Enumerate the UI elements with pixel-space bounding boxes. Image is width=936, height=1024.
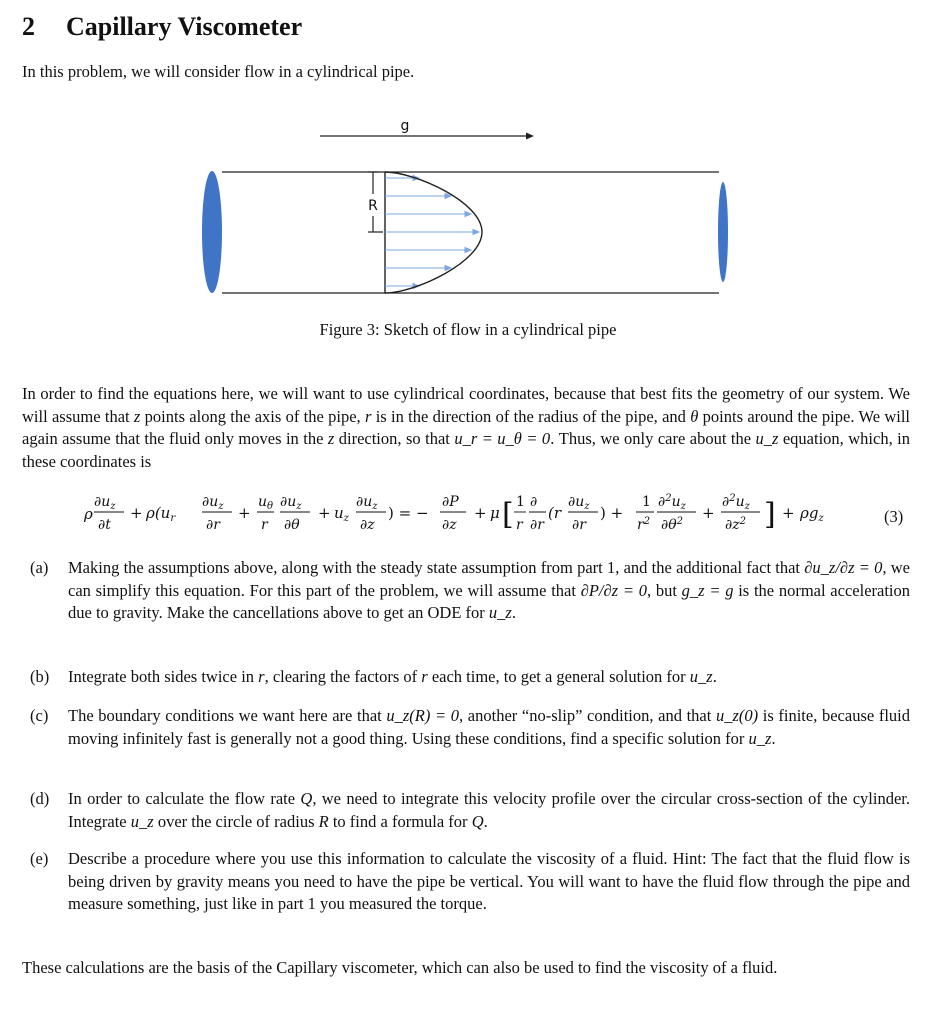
svg-text:∂2uz: $\partial^2u_z$ (658, 493, 686, 512)
section-number: 2 (22, 12, 35, 41)
para-velocity-condition: u_r = u_θ = 0 (454, 429, 551, 448)
svg-text:∂θ: ∂θ (284, 517, 300, 533)
part-text: Making the assumptions above, along with the steady state assumption from part 1, and the additional fact that ∂u_z/∂z = 0, we can simplify this equation. For this part of the problem, we will assume that ∂P/∂z = 0, but g_z = g is the normal acceleration due to gravity. Make the cancellations above to get an ODE for u_z. (68, 558, 910, 622)
svg-text:]: ] (764, 497, 776, 532)
svg-text:∂: ∂ (530, 494, 538, 510)
part-label: (c) (30, 706, 49, 725)
problem-part-c (22, 705, 910, 750)
eq-dp-dz: ∂P/∂z = 0 (580, 580, 647, 600)
problem-part-e (22, 848, 910, 916)
para-text-3: is in the direction of the radius of the pipe, and (371, 406, 691, 426)
svg-text:∂uz: $\partial u_z$ (94, 494, 116, 512)
eq-duz-dz: ∂u_z/∂z = 0 (804, 558, 883, 577)
part-text: Integrate both sides twice in r, clearing the factors of r each time, to get a general solution for u_z. (68, 667, 717, 686)
svg-text:∂P: ∂P (442, 494, 459, 510)
svg-text:+: + (238, 504, 251, 522)
gravity-arrowhead (526, 133, 534, 140)
svg-text:1: 1 (516, 494, 525, 510)
svg-text:ρ: ρ (84, 505, 93, 523)
svg-text:∂uz: $\partial u_z$ (280, 494, 302, 512)
svg-text:[: [ (502, 497, 514, 532)
pipe-right-end (718, 182, 728, 282)
gravity-label: g (400, 118, 410, 134)
svg-text:∂θ2: $\partial\theta^2$ (661, 516, 684, 533)
svg-text:∂z: ∂z (360, 517, 375, 533)
para-var-r: r (364, 406, 372, 426)
part-label: (a) (30, 558, 49, 577)
section-title: Capillary Viscometer (66, 12, 303, 41)
part-label: (e) (30, 849, 49, 868)
svg-text:+: + (702, 504, 715, 522)
problem-part-b (22, 666, 910, 689)
svg-text:∂uz: $\partial u_z$ (202, 494, 224, 512)
svg-text:∂r: ∂r (572, 517, 586, 533)
para-text-4: points around the pipe. We will again assume that the fluid only moves in the (22, 406, 911, 448)
svg-text:∂r: ∂r (530, 517, 544, 533)
closing-paragraph: These calculations are the basis of the Capillary viscometer, which can also be used to find the viscosity of a fluid. (22, 958, 778, 977)
coordinates-paragraph (22, 383, 910, 473)
para-var-z: z (133, 406, 141, 426)
svg-text:∂2uz: $\partial^2u_z$ (722, 493, 750, 512)
intro-paragraph: In this problem, we will consider flow in a cylindrical pipe. (22, 62, 415, 81)
eq-gz: g_z = g (681, 580, 734, 600)
para-text-7: equation, which, in these coordinates is (22, 429, 910, 471)
para-var-uz: u_z (755, 429, 779, 448)
radius-label: R (368, 198, 378, 214)
part-text: In order to calculate the flow rate Q, we need to integrate this velocity profile over the circular cross-section of the cylinder. Integrate u_z over the circle of radius R to find a formula for Q. (68, 789, 910, 831)
svg-text:+: + (318, 504, 331, 522)
problem-part-a (22, 557, 910, 625)
svg-text:μ: μ (490, 504, 500, 522)
svg-text:) = −: ) = − (388, 504, 429, 522)
svg-text:) +: ) + (600, 504, 624, 522)
para-var-z2: z (327, 429, 335, 448)
para-var-theta: θ (690, 406, 699, 426)
svg-text:+: + (474, 504, 487, 522)
figure-caption: Figure 3: Sketch of flow in a cylindrical pipe (319, 320, 617, 339)
svg-text:uz: $u_z$ (334, 504, 349, 524)
svg-text:+: + (130, 504, 143, 522)
svg-text:∂uz: $\partial u_z$ (568, 494, 590, 512)
svg-text:(r: (r (548, 504, 562, 522)
navier-stokes-equation (60, 488, 880, 540)
svg-text:ρ(ur: $\rho(u_r$ (146, 504, 176, 524)
part-text: Describe a procedure where you use this information to calculate the viscosity of a fluid. Hint: The fact that the fluid flow is being driven by gravity means you need to have the pipe be vertical. You will want to have the fluid flow through the pipe and measure something, just like in part 1 you measured the torque. (68, 849, 910, 913)
para-text-5: direction, so that (334, 429, 455, 448)
svg-text:uθ: $u_\theta$ (258, 494, 274, 512)
svg-text:∂r: ∂r (206, 517, 220, 533)
pipe-left-end (202, 171, 222, 293)
para-text-2: points along the axis of the pipe, (140, 406, 365, 426)
para-text-1: In order to find the equations here, we will want to use cylindrical coordinates, because that best fits the geometry of our system. We will assume that (22, 384, 910, 426)
svg-text:∂uz: $\partial u_z$ (356, 494, 378, 512)
svg-text:1: 1 (642, 494, 651, 510)
svg-text:+: + (782, 504, 795, 522)
svg-text:r: r (261, 517, 268, 533)
para-text-6: . Thus, we only care about the (550, 429, 756, 448)
svg-text:r: r (516, 517, 523, 533)
svg-text:ρgz: $\rho g_z$ (800, 504, 824, 524)
velocity-arrows (385, 176, 479, 289)
svg-text:∂z2: $\partial z^2$ (725, 516, 746, 533)
svg-text:r2: $r^2$ (637, 516, 651, 533)
equation-number: (3) (884, 507, 904, 526)
part-label: (d) (30, 789, 50, 808)
pipe-flow-figure (192, 112, 752, 312)
svg-text:∂t: ∂t (98, 517, 111, 533)
section-heading (22, 12, 302, 42)
svg-text:∂z: ∂z (442, 517, 457, 533)
part-text: The boundary conditions we want here are that u_z(R) = 0, another “no-slip” condition, and that u_z(0) is finite, because fluid moving infinitely fast is generally not a good thing. Using these conditions, find a specific solution for u_z. (68, 706, 910, 748)
part-label: (b) (30, 667, 50, 686)
problem-part-d (22, 788, 910, 833)
